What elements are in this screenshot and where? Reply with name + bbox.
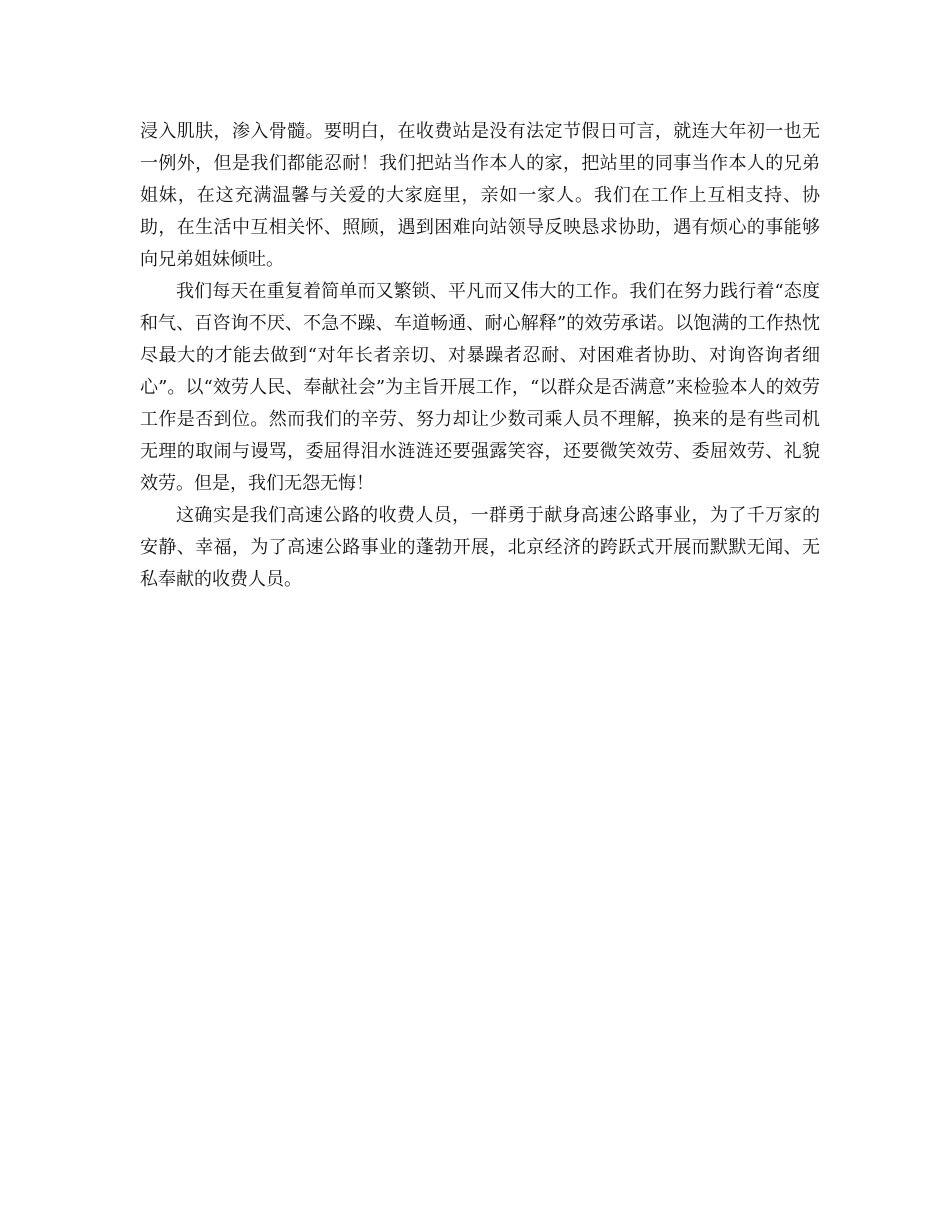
paragraph-continuation: 浸入肌肤，渗入骨髓。要明白，在收费站是没有法定节假日可言，就连大年初一也无一例外，但是我们都能忍耐！我们把站当作本人的家，把站里的同事当作本人的兄弟姐妹，在这充满温馨与关爱的大家庭里，亲如一家人。我们在工作上互相支持、协助，在生活中互相关怀、照顾，遇到困难向站领导反映恳求协助，遇有烦心的事能够向兄弟姐妹倾吐。 [140, 121, 820, 270]
paragraph-conclusion: 这确实是我们高速公路的收费人员，一群勇于献身高速公路事业，为了千万家的安静、幸福，为了高速公路事业的蓬勃开展，北京经济的跨跃式开展而默默无闻、无私奉献的收费人员。 [140, 505, 820, 590]
document-body [140, 116, 820, 596]
paragraph-service-commitment: 我们每天在重复着简单而又繁锁、平凡而又伟大的工作。我们在努力践行着“态度和气、百咨询不厌、不急不躁、车道畅通、耐心解释”的效劳承诺。以饱满的工作热忱尽最大的才能去做到“对年长者亲切、对暴躁者忍耐、对困难者协助、对询咨询者细心”。以“效劳人民、奉献社会”为主旨开展工作，“以群众是否满意”来检验本人的效劳工作是否到位。然而我们的辛劳、努力却让少数司乘人员不理解，换来的是有些司机无理的取闹与谩骂，委屈得泪水涟涟还要强露笑容，还要微笑效劳、委屈效劳、礼貌效劳。但是，我们无怨无悔！ [140, 281, 820, 494]
